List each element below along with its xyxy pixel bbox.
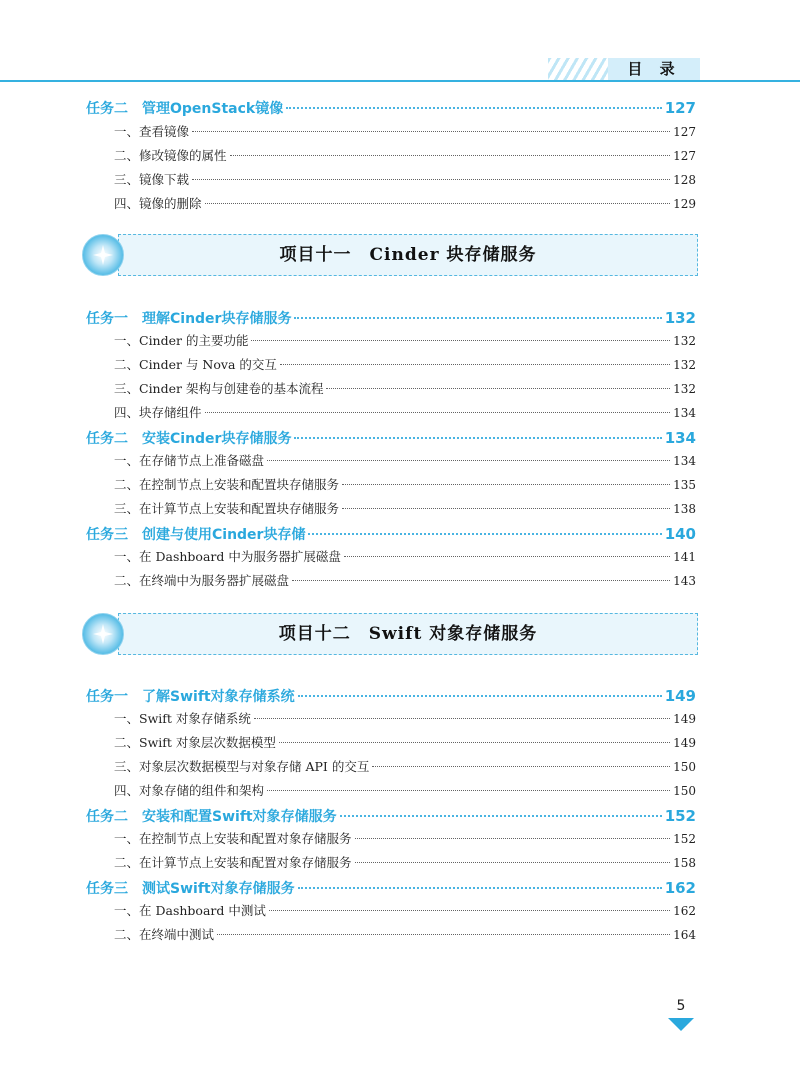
page-number: 135 <box>673 478 696 492</box>
page-number: 134 <box>673 406 696 420</box>
toc-subsection-entry[interactable] <box>114 571 696 591</box>
subsection-title: 二、在计算节点上安装和配置对象存储服务 <box>114 855 352 870</box>
task-label: 任务一 <box>86 689 128 705</box>
subsection-title: 三、对象层次数据模型与对象存储 API 的交互 <box>114 759 370 774</box>
toc-subsection-entry[interactable] <box>114 781 696 801</box>
task-label: 任务三 <box>86 881 128 897</box>
page-title: 目 录 <box>627 60 681 78</box>
dot-leader <box>308 533 661 535</box>
toc-task-entry[interactable] <box>86 806 696 828</box>
dot-leader <box>298 887 662 889</box>
dot-leader <box>267 460 670 461</box>
dot-leader <box>251 340 670 341</box>
dot-leader <box>269 910 670 911</box>
dot-leader <box>217 934 670 935</box>
toc-subsection-entry[interactable] <box>114 451 696 471</box>
toc-task-entry[interactable] <box>86 308 696 330</box>
task-label: 任务一 <box>86 311 128 327</box>
dot-leader <box>254 718 670 719</box>
subsection-title: 三、镜像下载 <box>114 172 190 187</box>
task-title: 管理OpenStack镜像 <box>142 101 284 117</box>
toc-subsection-entry[interactable] <box>114 853 696 873</box>
dot-leader <box>192 131 670 132</box>
page-number: 132 <box>673 334 696 348</box>
dot-leader <box>280 364 670 365</box>
toc-subsection-entry[interactable] <box>114 925 696 945</box>
toc-subsection-entry[interactable] <box>114 122 696 142</box>
dot-leader <box>372 766 670 767</box>
task-title: 了解Swift对象存储系统 <box>142 689 295 705</box>
dot-leader <box>230 155 671 156</box>
toc-subsection-entry[interactable] <box>114 829 696 849</box>
toc-subsection-entry[interactable] <box>114 379 696 399</box>
subsection-title: 一、在存储节点上准备磁盘 <box>114 453 265 468</box>
dot-leader <box>286 107 661 109</box>
dot-leader <box>294 317 661 319</box>
header-rule <box>0 80 800 82</box>
toc-task-entry[interactable] <box>86 428 696 450</box>
toc-subsection-entry[interactable] <box>114 170 696 190</box>
dot-leader <box>267 790 670 791</box>
page-number: 132 <box>673 358 696 372</box>
dot-leader <box>292 580 670 581</box>
page-number: 150 <box>673 760 696 774</box>
page-number: 162 <box>664 879 696 897</box>
toc-task-entry[interactable] <box>86 686 696 708</box>
subsection-title: 二、Swift 对象层次数据模型 <box>114 735 276 750</box>
toc-subsection-entry[interactable] <box>114 194 696 214</box>
toc-subsection-entry[interactable] <box>114 709 696 729</box>
dot-leader <box>344 556 670 557</box>
page-number: 143 <box>673 574 696 588</box>
subsection-title: 二、修改镜像的属性 <box>114 148 227 163</box>
task-title: 理解Cinder块存储服务 <box>142 311 292 327</box>
page-number: 132 <box>673 382 696 396</box>
task-title: 创建与使用Cinder块存储 <box>142 527 306 543</box>
toc-task-entry[interactable] <box>86 878 696 900</box>
toc-subsection-entry[interactable] <box>114 901 696 921</box>
page-number: 134 <box>664 429 696 447</box>
project-title: 项目十一 Cinder 块存储服务 <box>279 245 537 265</box>
page-number: 128 <box>673 173 696 187</box>
page-number: 164 <box>673 928 696 942</box>
task-label: 任务二 <box>86 101 128 117</box>
subsection-title: 四、对象存储的组件和架构 <box>114 783 265 798</box>
page-number: 138 <box>673 502 696 516</box>
subsection-title: 三、Cinder 架构与创建卷的基本流程 <box>114 381 324 396</box>
page-marker-triangle-icon <box>668 1018 694 1031</box>
page-number: 152 <box>664 807 696 825</box>
dot-leader <box>326 388 670 389</box>
toc-subsection-entry[interactable] <box>114 757 696 777</box>
page-number: 152 <box>673 832 696 846</box>
page-number: 150 <box>673 784 696 798</box>
project-banner[interactable] <box>82 234 698 276</box>
dot-leader <box>355 862 671 863</box>
task-label: 任务二 <box>86 809 128 825</box>
toc-subsection-entry[interactable] <box>114 403 696 423</box>
page-number: 149 <box>673 712 696 726</box>
subsection-title: 一、Cinder 的主要功能 <box>114 333 249 348</box>
subsection-title: 二、在终端中为服务器扩展磁盘 <box>114 573 290 588</box>
dot-leader <box>340 815 662 817</box>
project-banner[interactable] <box>82 613 698 655</box>
task-title: 安装和配置Swift对象存储服务 <box>142 809 337 825</box>
page-number: 127 <box>673 125 696 139</box>
sparkle-icon <box>92 244 114 266</box>
dot-leader <box>294 437 661 439</box>
dot-leader <box>205 412 671 413</box>
page-number: 127 <box>673 149 696 163</box>
page-number: 129 <box>673 197 696 211</box>
toc-subsection-entry[interactable] <box>114 547 696 567</box>
subsection-title: 一、查看镜像 <box>114 124 190 139</box>
dot-leader <box>298 695 662 697</box>
toc-subsection-entry[interactable] <box>114 146 696 166</box>
toc-subsection-entry[interactable] <box>114 331 696 351</box>
page-number: 149 <box>673 736 696 750</box>
page-number: 140 <box>664 525 696 543</box>
subsection-title: 一、在 Dashboard 中测试 <box>114 903 266 918</box>
subsection-title: 二、Cinder 与 Nova 的交互 <box>114 357 277 372</box>
subsection-title: 一、在控制节点上安装和配置对象存储服务 <box>114 831 352 846</box>
subsection-title: 二、在控制节点上安装和配置块存储服务 <box>114 477 340 492</box>
header-decoration <box>548 58 608 80</box>
toc-subsection-entry[interactable] <box>114 733 696 753</box>
toc-task-entry[interactable] <box>86 98 696 120</box>
task-title: 安装Cinder块存储服务 <box>142 431 292 447</box>
sparkle-icon <box>92 623 114 645</box>
dot-leader <box>279 742 670 743</box>
project-title: 项目十二 Swift 对象存储服务 <box>278 624 538 644</box>
subsection-title: 四、镜像的删除 <box>114 196 202 211</box>
page-number: 141 <box>673 550 696 564</box>
dot-leader <box>192 179 670 180</box>
page-number: 162 <box>673 904 696 918</box>
dot-leader <box>342 508 670 509</box>
dot-leader <box>205 203 671 204</box>
page-number: 132 <box>664 309 696 327</box>
footer-page-number: 5 <box>676 998 686 1014</box>
subsection-title: 一、在 Dashboard 中为服务器扩展磁盘 <box>114 549 341 564</box>
toc-task-entry[interactable] <box>86 524 696 546</box>
dot-leader <box>355 838 671 839</box>
page-number: 127 <box>664 99 696 117</box>
task-title: 测试Swift对象存储服务 <box>142 881 295 897</box>
subsection-title: 三、在计算节点上安装和配置块存储服务 <box>114 501 340 516</box>
toc-subsection-entry[interactable] <box>114 499 696 519</box>
page-number: 134 <box>673 454 696 468</box>
toc-subsection-entry[interactable] <box>114 355 696 375</box>
page-number: 158 <box>673 856 696 870</box>
subsection-title: 二、在终端中测试 <box>114 927 215 942</box>
subsection-title: 四、块存储组件 <box>114 405 202 420</box>
page-number: 149 <box>664 687 696 705</box>
dot-leader <box>342 484 670 485</box>
task-label: 任务二 <box>86 431 128 447</box>
toc-subsection-entry[interactable] <box>114 475 696 495</box>
subsection-title: 一、Swift 对象存储系统 <box>114 711 251 726</box>
task-label: 任务三 <box>86 527 128 543</box>
